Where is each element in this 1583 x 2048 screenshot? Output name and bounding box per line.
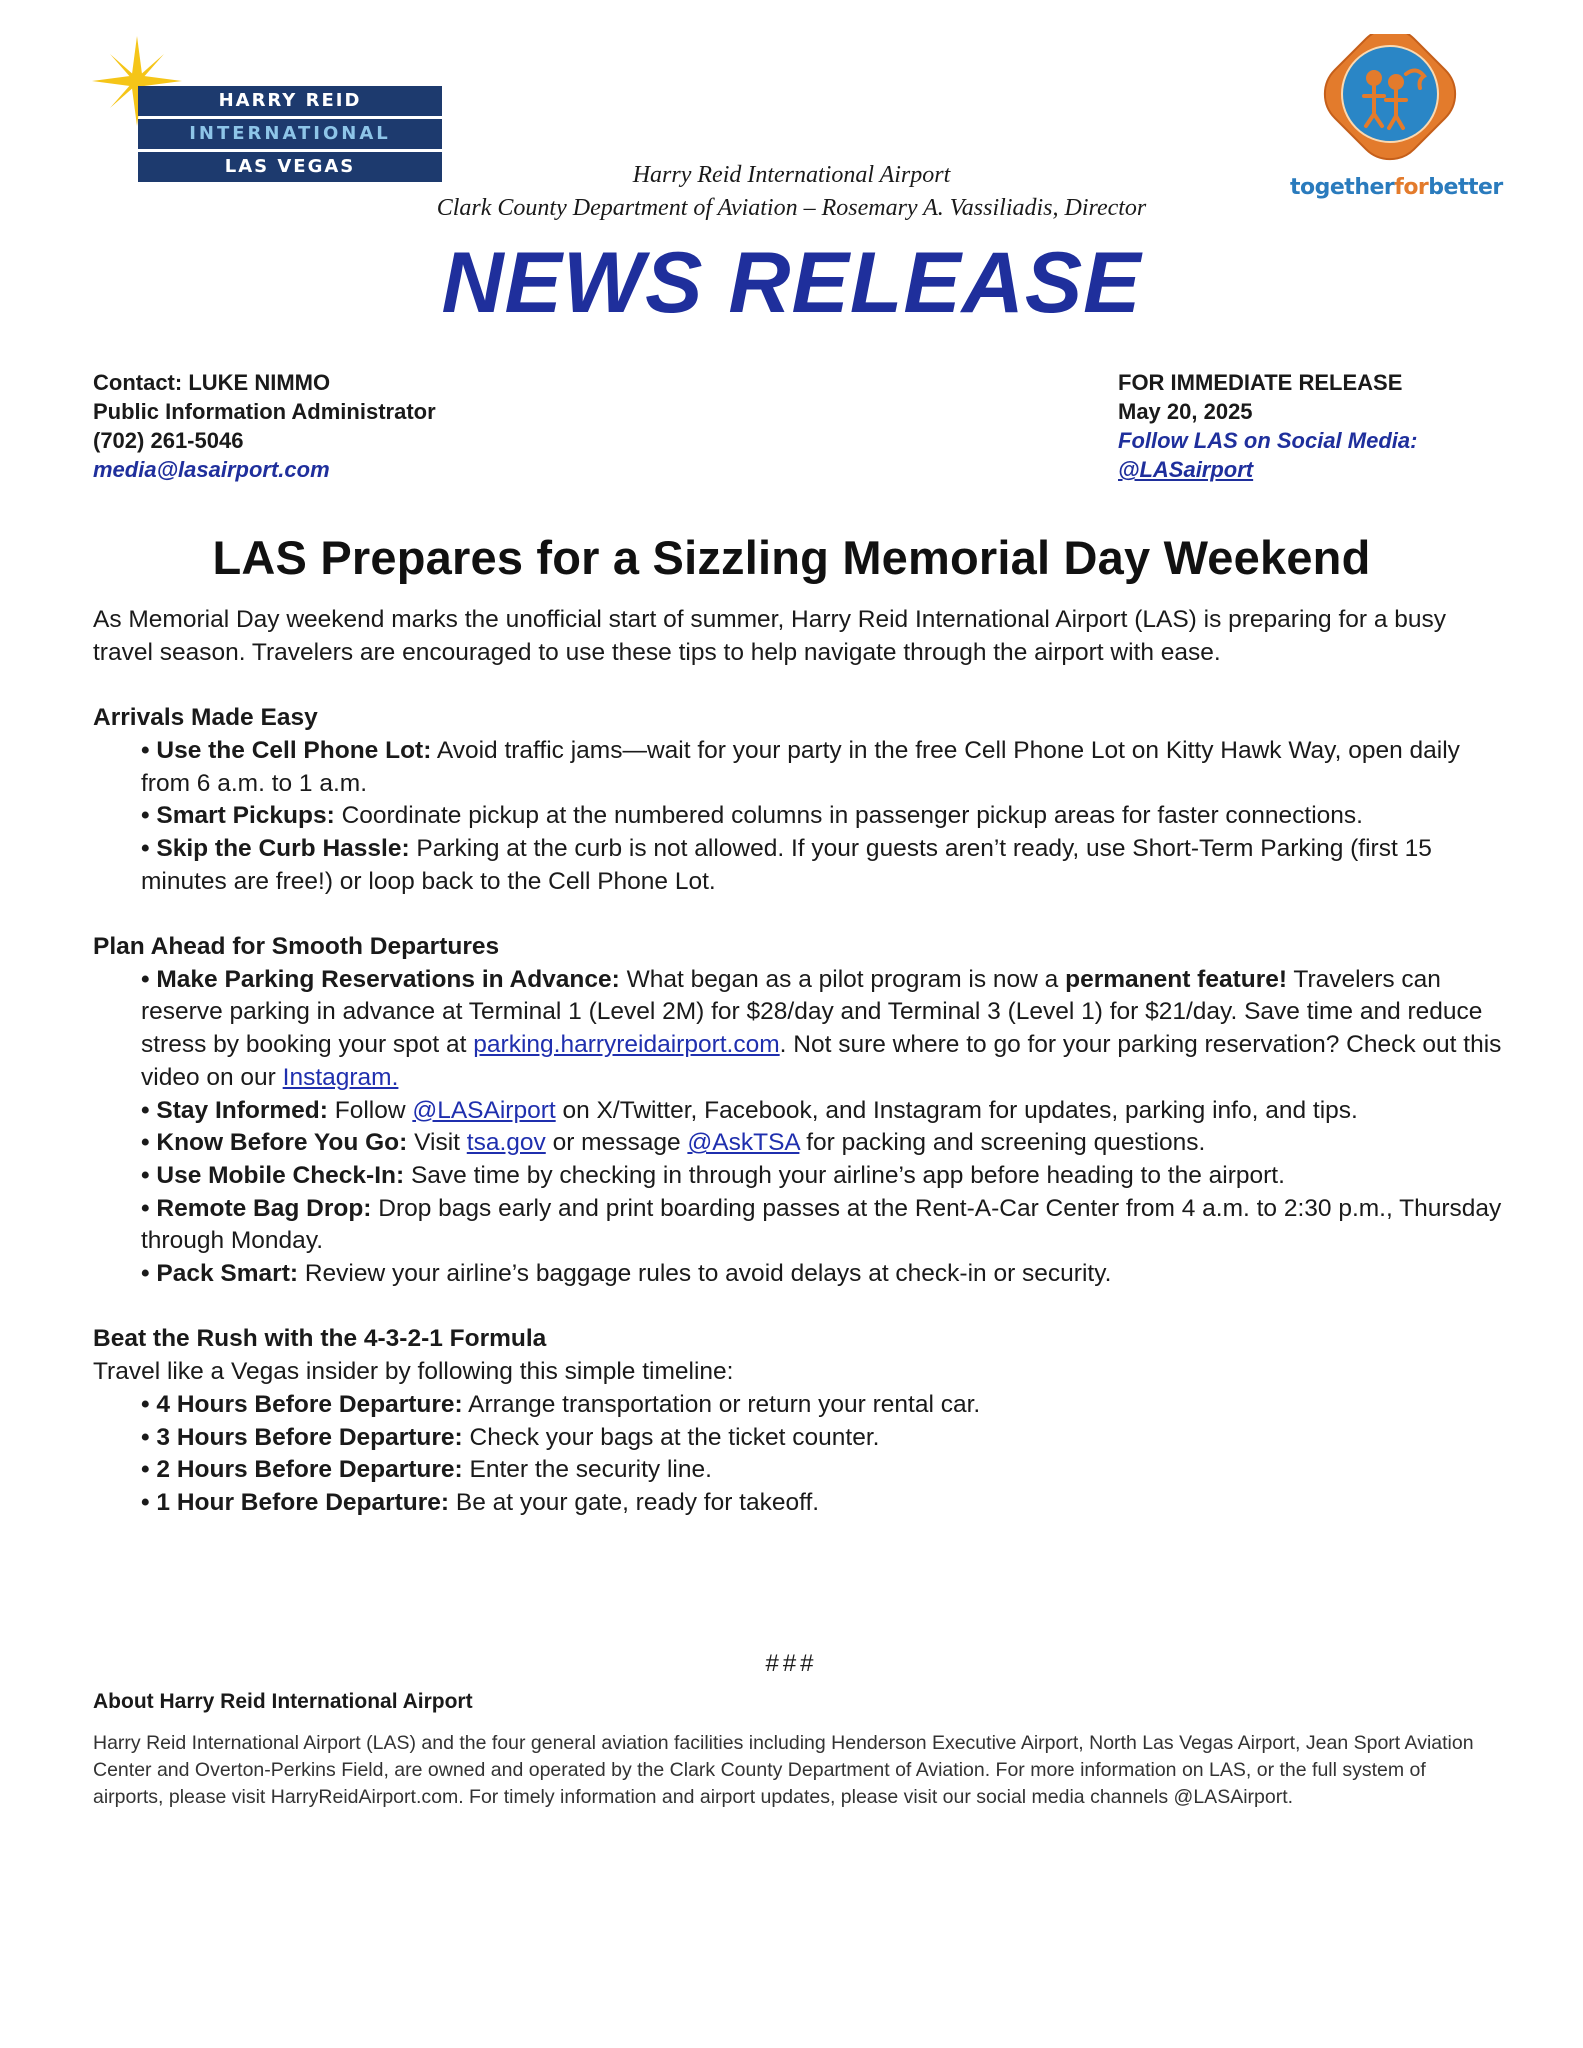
- county-seal-icon: [1290, 34, 1490, 174]
- list-item: • Remote Bag Drop: Drop bags early and print boarding passes at the Rent-A-Car Center from 4 a.m. to 2:30 p.m., Thursday through Monday.: [141, 1194, 1502, 1255]
- contact-email[interactable]: media@lasairport.com: [93, 457, 330, 482]
- news-release-title: NEWS RELEASE: [441, 235, 1142, 331]
- social-label: Follow LAS on Social Media:: [1118, 428, 1418, 453]
- department-line: Clark County Department of Aviation – Rosemary A. Vassiliadis, Director: [436, 195, 1147, 221]
- section-heading-formula: Beat the Rush with the 4-3-2-1 Formula: [93, 1325, 547, 1353]
- logo-line-3: LAS VEGAS: [138, 152, 442, 182]
- las-airport-link[interactable]: @LASAirport: [412, 1096, 556, 1124]
- release-label: FOR IMMEDIATE RELEASE: [1118, 370, 1403, 395]
- list-item: • Skip the Curb Hassle: Parking at the curb is not allowed. If your guests aren’t ready, use Short-Term Parking (first 15 minutes are free!) or loop back to the Cell Phone Lot.: [141, 834, 1432, 895]
- logo-line-1: HARRY REID: [138, 86, 442, 116]
- list-item: • 3 Hours Before Departure: Check your bags at the ticket counter.: [141, 1423, 880, 1451]
- asktsa-link[interactable]: @AskTSA: [687, 1129, 800, 1157]
- about-heading: About Harry Reid International Airport: [93, 1690, 473, 1713]
- about-paragraph: Harry Reid International Airport (LAS) and the four general aviation facilities including Henderson Executive Airport, North Las Vegas Airport, Jean Sport Aviation Center and Overton-Perkins Field, are owned and operated by the Clark County Department of Aviation. For more information on LAS, or the full system of airports, please visit HarryReidAirport.com. For timely information and airport updates, please visit our social media channels @LASAirport.: [93, 1732, 1474, 1808]
- tsa-link[interactable]: tsa.gov: [466, 1129, 546, 1157]
- list-item: • 4 Hours Before Departure: Arrange transportation or return your rental car.: [141, 1390, 981, 1418]
- contact-role: Public Information Administrator: [93, 399, 436, 424]
- section-heading-departures: Plan Ahead for Smooth Departures: [93, 933, 500, 960]
- list-item: • 1 Hour Before Departure: Be at your gate, ready for takeoff.: [141, 1488, 820, 1516]
- list-item: • Make Parking Reservations in Advance: What began as a pilot program is now a permanent feature! Travelers can reserve parking in advance at Terminal 1 (Level 2M) for $28/day and Terminal 3 (Level 1) for $21/day. Save time and reduce stress by booking your spot at parking.harryreidairport.com. Not sure where to go for your parking reservation? Check out this video on our Instagram.: [141, 965, 1502, 1091]
- list-item: • Smart Pickups: Coordinate pickup at the numbered columns in passenger pickup areas for faster connections.: [141, 802, 1363, 830]
- parking-link[interactable]: parking.harryreidairport.com: [473, 1031, 780, 1059]
- section-heading-arrivals: Arrivals Made Easy: [93, 704, 318, 732]
- end-separator: ###: [765, 1650, 818, 1677]
- logo-line-2: INTERNATIONAL: [138, 119, 442, 149]
- list-item: • 2 Hours Before Departure: Enter the security line.: [141, 1456, 712, 1484]
- list-item: • Use the Cell Phone Lot: Avoid traffic jams—wait for your party in the free Cell Phone Lot on Kitty Hawk Way, open daily from 6 a.m. to 1 a.m.: [141, 736, 1460, 797]
- list-item: • Know Before You Go: Visit tsa.gov or message @AskTSA for packing and screening questions.: [141, 1129, 1206, 1157]
- headline: LAS Prepares for a Sizzling Memorial Day Weekend: [212, 531, 1371, 584]
- county-tagline: togetherforbetter: [1290, 175, 1503, 200]
- contact-phone: (702) 261-5046: [93, 428, 244, 453]
- article-body: [93, 604, 1503, 1520]
- contact-name: Contact: LUKE NIMMO: [93, 370, 331, 395]
- release-block: [1118, 368, 1417, 484]
- list-item: • Use Mobile Check-In: Save time by checking in through your airline’s app before heading to the airport.: [141, 1161, 1285, 1189]
- social-handle-link[interactable]: @LASairport: [1118, 457, 1254, 482]
- list-item: • Stay Informed: Follow @LASAirport on X/Twitter, Facebook, and Instagram for updates, parking info, and tips.: [141, 1096, 1358, 1124]
- airport-name: Harry Reid International Airport: [632, 162, 951, 188]
- list-item: • Pack Smart: Review your airline’s baggage rules to avoid delays at check-in or security.: [141, 1260, 1112, 1288]
- intro-paragraph: As Memorial Day weekend marks the unofficial start of summer, Harry Reid International Airport (LAS) is preparing for a busy travel season. Travelers are encouraged to use these tips to help navigate through the airport with ease.: [93, 606, 1447, 666]
- release-date: May 20, 2025: [1118, 399, 1253, 424]
- formula-intro: Travel like a Vegas insider by following this simple timeline:: [93, 1358, 734, 1386]
- instagram-link[interactable]: Instagram.: [282, 1063, 399, 1091]
- contact-block: [93, 368, 436, 484]
